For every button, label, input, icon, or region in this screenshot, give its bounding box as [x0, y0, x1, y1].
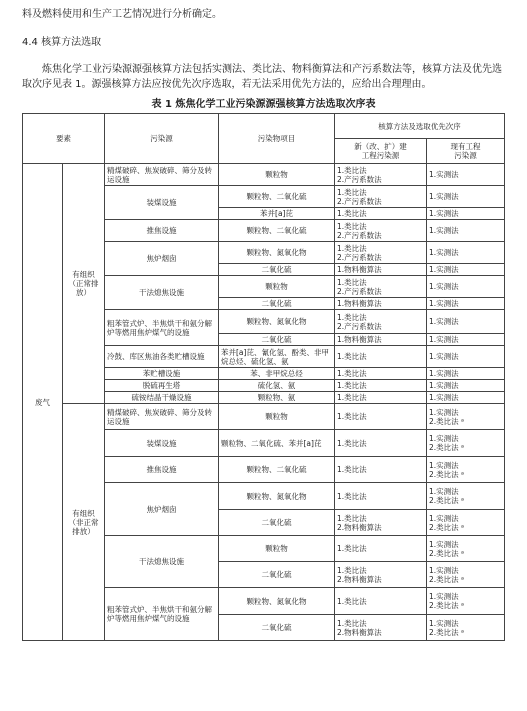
pollutant-cell: 二氧化硫 — [219, 615, 335, 641]
pollutant-cell: 颗粒物、二氧化硫 — [219, 457, 335, 483]
existing-method-cell: 1.实测法 — [427, 298, 505, 310]
new-method-cell: 1.物料衡算法 — [335, 264, 427, 276]
new-method-cell: 1.类比法 — [335, 346, 427, 368]
new-method-cell: 1.类比法 2.产污系数法 — [335, 220, 427, 242]
new-method-cell: 1.物料衡算法 — [335, 334, 427, 346]
existing-method-cell: 1.实测法 — [427, 220, 505, 242]
new-method-cell: 1.物料衡算法 — [335, 298, 427, 310]
new-method-cell: 1.类比法 2.物料衡算法 — [335, 615, 427, 641]
new-method-cell: 1.类比法 — [335, 208, 427, 220]
existing-method-cell: 1.实测法 2.类比法 ᵃ — [427, 536, 505, 562]
new-method-cell: 1.类比法 — [335, 368, 427, 380]
group-normal: 有组织 （正常排 放） — [63, 164, 105, 404]
header-source: 污染源 — [105, 114, 219, 164]
source-cell: 精煤破碎、焦炭破碎、筛分及转运设施 — [105, 164, 219, 186]
pollutant-cell: 颗粒物、氮氧化物 — [219, 483, 335, 510]
existing-method-cell: 1.实测法 — [427, 164, 505, 186]
pollutant-cell: 颗粒物 — [219, 404, 335, 430]
new-method-cell: 1.类比法 2.物料衡算法 — [335, 510, 427, 536]
pollutant-cell: 颗粒物、氨 — [219, 392, 335, 404]
existing-method-cell: 1.实测法 2.类比法 ᵃ — [427, 483, 505, 510]
existing-method-cell: 1.实测法 2.类比法 ᵃ — [427, 588, 505, 615]
source-cell: 干法熄焦设施 — [105, 536, 219, 588]
new-method-cell: 1.类比法 — [335, 536, 427, 562]
source-cell: 焦炉烟囱 — [105, 242, 219, 276]
existing-method-cell: 1.实测法 — [427, 346, 505, 368]
existing-method-cell: 1.实测法 2.类比法 ᵃ — [427, 562, 505, 588]
pollutant-cell: 颗粒物、氮氧化物 — [219, 310, 335, 334]
source-cell: 精煤破碎、焦炭破碎、筛分及转运设施 — [105, 404, 219, 430]
pollutant-cell: 二氧化硫 — [219, 264, 335, 276]
table-caption: 表 1 炼焦化学工业污染源源强核算方法选取次序表 — [151, 99, 376, 110]
existing-method-cell: 1.实测法 — [427, 276, 505, 298]
new-method-cell: 1.类比法 2.产污系数法 — [335, 242, 427, 264]
existing-method-cell: 1.实测法 — [427, 264, 505, 276]
new-method-cell: 1.类比法 2.物料衡算法 — [335, 562, 427, 588]
pollutant-cell: 二氧化硫 — [219, 562, 335, 588]
pollutant-cell: 苯并[a]芘、氰化氢、酚类、非甲烷总烃、硫化氢、氨 — [219, 346, 335, 368]
pollutant-cell: 颗粒物 — [219, 164, 335, 186]
table-row — [23, 404, 505, 430]
group-abnormal: 有组织 （非正常 排放） — [63, 404, 105, 641]
table-row — [23, 164, 505, 186]
pollutant-cell: 颗粒物、氮氧化物 — [219, 588, 335, 615]
new-method-cell: 1.类比法 2.产污系数法 — [335, 186, 427, 208]
existing-method-cell: 1.实测法 — [427, 380, 505, 392]
new-method-cell: 1.类比法 — [335, 457, 427, 483]
pollutant-cell: 硫化氢、氨 — [219, 380, 335, 392]
new-method-cell: 1.类比法 — [335, 430, 427, 457]
existing-method-cell: 1.实测法 2.类比法 ᵃ — [427, 510, 505, 536]
existing-method-cell: 1.实测法 2.类比法 ᵃ — [427, 615, 505, 641]
pollutant-cell: 二氧化硫 — [219, 298, 335, 310]
existing-method-cell: 1.实测法 — [427, 186, 505, 208]
source-cell: 粗苯管式炉、半焦烘干和氨分解炉等燃用焦炉煤气的设施 — [105, 588, 219, 641]
existing-method-cell: 1.实测法 — [427, 368, 505, 380]
pollutant-cell: 颗粒物 — [219, 536, 335, 562]
existing-method-cell: 1.实测法 2.类比法 ᵃ — [427, 430, 505, 457]
existing-method-cell: 1.实测法 2.类比法 ᵃ — [427, 404, 505, 430]
new-method-cell: 1.类比法 2.产污系数法 — [335, 310, 427, 334]
new-method-cell: 1.类比法 — [335, 483, 427, 510]
intro-line: 料及燃料使用和生产工艺情况进行分析确定。 — [22, 9, 222, 20]
new-method-cell: 1.类比法 — [335, 380, 427, 392]
source-cell: 推焦设施 — [105, 220, 219, 242]
source-cell: 冷鼓、库区焦油各类贮槽设施 — [105, 346, 219, 368]
existing-method-cell: 1.实测法 — [427, 242, 505, 264]
pollutant-cell: 颗粒物、二氧化硫 — [219, 186, 335, 208]
existing-method-cell: 1.实测法 — [427, 310, 505, 334]
pollutant-cell: 苯并[a]芘 — [219, 208, 335, 220]
source-cell: 脱硫再生塔 — [105, 380, 219, 392]
source-cell: 苯贮槽设施 — [105, 368, 219, 380]
pollutant-cell: 二氧化硫 — [219, 510, 335, 536]
pollutant-cell: 颗粒物 — [219, 276, 335, 298]
existing-method-cell: 1.实测法 — [427, 392, 505, 404]
header-new: 新（改、扩）建 工程污染源 — [335, 139, 427, 164]
factor-cell: 废气 — [23, 164, 63, 641]
header-existing: 现有工程 污染源 — [427, 139, 505, 164]
section-title: 4.4 核算方法选取 — [22, 37, 102, 48]
header-pollutant: 污染物项目 — [219, 114, 335, 164]
header-row — [23, 114, 505, 139]
source-cell: 推焦设施 — [105, 457, 219, 483]
pollutant-cell: 二氧化硫 — [219, 334, 335, 346]
header-method-group: 核算方法及选取优先次序 — [335, 114, 505, 139]
existing-method-cell: 1.实测法 — [427, 334, 505, 346]
new-method-cell: 1.类比法 2.产污系数法 — [335, 276, 427, 298]
source-cell: 焦炉烟囱 — [105, 483, 219, 536]
new-method-cell: 1.类比法 — [335, 392, 427, 404]
source-cell: 装煤设施 — [105, 186, 219, 220]
method-table — [22, 113, 505, 641]
pollutant-cell: 苯、非甲烷总烃 — [219, 368, 335, 380]
new-method-cell: 1.类比法 2.产污系数法 — [335, 164, 427, 186]
source-cell: 装煤设施 — [105, 430, 219, 457]
existing-method-cell: 1.实测法 — [427, 208, 505, 220]
existing-method-cell: 1.实测法 2.类比法 ᵃ — [427, 457, 505, 483]
source-cell: 粗苯管式炉、半焦烘干和氨分解炉等燃用焦炉煤气的设施 — [105, 310, 219, 346]
header-category: 要素 — [23, 114, 105, 164]
body-paragraph: 炼焦化学工业污染源源强核算方法包括实测法、类比法、物料衡算法和产污系数法等，核算方法及优先选取次序见表 1。源强核算方法应按优先次序选取，若无法采用优先方法的，应给出合理理由。 — [22, 64, 502, 90]
pollutant-cell: 颗粒物、二氧化硫、苯并[a]芘 — [219, 430, 335, 457]
source-cell: 干法熄焦设施 — [105, 276, 219, 310]
pollutant-cell: 颗粒物、氮氧化物 — [219, 242, 335, 264]
new-method-cell: 1.类比法 — [335, 404, 427, 430]
pollutant-cell: 颗粒物、二氧化硫 — [219, 220, 335, 242]
source-cell: 硫铵结晶干燥设施 — [105, 392, 219, 404]
new-method-cell: 1.类比法 — [335, 588, 427, 615]
